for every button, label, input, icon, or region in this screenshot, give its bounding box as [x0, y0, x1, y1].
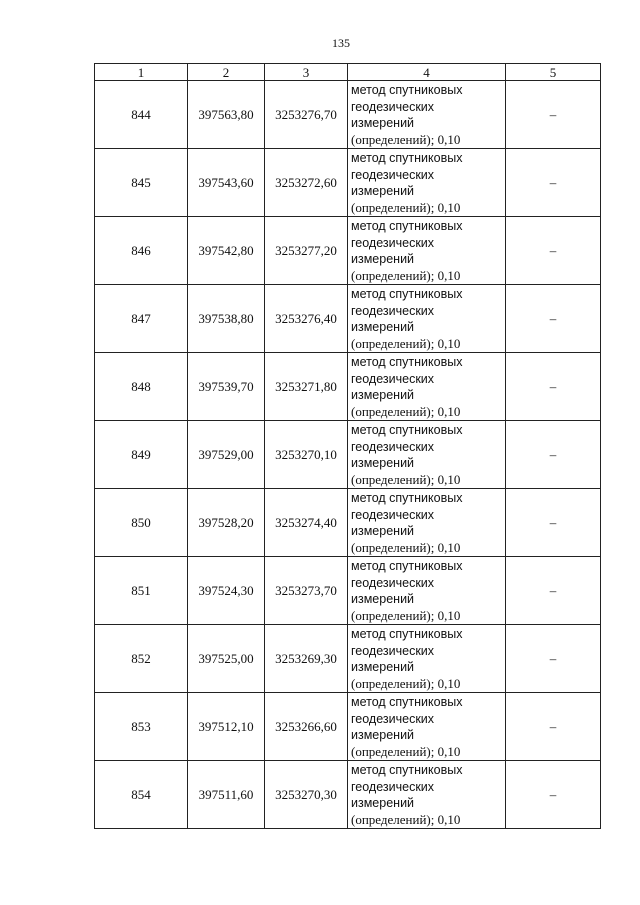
method-line: измерений — [351, 796, 415, 810]
y-coordinate-cell: 3253270,10 — [265, 421, 348, 489]
method-line: метод спутниковых — [351, 559, 463, 573]
x-coordinate-cell: 397524,30 — [188, 557, 265, 625]
table-row — [95, 285, 601, 353]
method-line: метод спутниковых — [351, 423, 463, 437]
y-coordinate-cell: 3253276,40 — [265, 285, 348, 353]
table-row — [95, 81, 601, 149]
point-number-cell: 847 — [95, 285, 188, 353]
method-cell — [348, 693, 506, 761]
method-cell — [348, 285, 506, 353]
y-coordinate-cell: 3253272,60 — [265, 149, 348, 217]
table-row — [95, 693, 601, 761]
method-line: измерений — [351, 660, 415, 674]
method-line: метод спутниковых — [351, 219, 463, 233]
method-cell — [348, 81, 506, 149]
note-cell: – — [506, 761, 601, 829]
point-number-cell: 852 — [95, 625, 188, 693]
method-line: метод спутниковых — [351, 627, 463, 641]
table-row — [95, 625, 601, 693]
header-col-2: 2 — [188, 64, 265, 81]
page-number: 135 — [332, 36, 350, 50]
table-row — [95, 353, 601, 421]
method-line: (определений); 0,10 — [351, 403, 461, 419]
x-coordinate-cell: 397563,80 — [188, 81, 265, 149]
method-line: геодезических — [351, 99, 435, 114]
method-line: измерений — [351, 320, 415, 334]
method-line: (определений); 0,10 — [351, 539, 461, 555]
note-cell: – — [506, 149, 601, 217]
method-cell — [348, 353, 506, 421]
table-row — [95, 149, 601, 217]
method-line: (определений); 0,10 — [351, 267, 461, 283]
note-cell: – — [506, 625, 601, 693]
method-line: (определений); 0,10 — [351, 675, 461, 691]
point-number-cell: 848 — [95, 353, 188, 421]
note-cell: – — [506, 421, 601, 489]
table-body — [95, 81, 601, 829]
x-coordinate-cell: 397538,80 — [188, 285, 265, 353]
y-coordinate-cell: 3253276,70 — [265, 81, 348, 149]
method-cell — [348, 489, 506, 557]
method-line: геодезических — [351, 371, 435, 386]
x-coordinate-cell: 397542,80 — [188, 217, 265, 285]
table-row — [95, 217, 601, 285]
method-line: (определений); 0,10 — [351, 811, 461, 827]
method-line: (определений); 0,10 — [351, 199, 461, 215]
method-line: измерений — [351, 592, 415, 606]
method-cell — [348, 557, 506, 625]
method-line: геодезических — [351, 575, 435, 590]
method-line: геодезических — [351, 643, 435, 658]
header-col-1: 1 — [95, 64, 188, 81]
note-cell: – — [506, 285, 601, 353]
method-line: измерений — [351, 728, 415, 742]
y-coordinate-cell: 3253274,40 — [265, 489, 348, 557]
method-line: геодезических — [351, 439, 435, 454]
method-cell — [348, 761, 506, 829]
method-line: измерений — [351, 116, 415, 130]
point-number-cell: 844 — [95, 81, 188, 149]
y-coordinate-cell: 3253269,30 — [265, 625, 348, 693]
x-coordinate-cell: 397529,00 — [188, 421, 265, 489]
table-row — [95, 557, 601, 625]
point-number-cell: 850 — [95, 489, 188, 557]
header-col-3: 3 — [265, 64, 348, 81]
method-line: измерений — [351, 456, 415, 470]
method-line: геодезических — [351, 779, 435, 794]
point-number-cell: 853 — [95, 693, 188, 761]
note-cell: – — [506, 81, 601, 149]
x-coordinate-cell: 397528,20 — [188, 489, 265, 557]
method-line: (определений); 0,10 — [351, 131, 461, 147]
method-line: (определений); 0,10 — [351, 743, 461, 759]
method-line: метод спутниковых — [351, 287, 463, 301]
note-cell: – — [506, 217, 601, 285]
table-row — [95, 761, 601, 829]
method-line: геодезических — [351, 507, 435, 522]
method-line: геодезических — [351, 235, 435, 250]
method-line: геодезических — [351, 711, 435, 726]
note-cell: – — [506, 489, 601, 557]
point-number-cell: 849 — [95, 421, 188, 489]
method-line: измерений — [351, 184, 415, 198]
x-coordinate-cell: 397511,60 — [188, 761, 265, 829]
method-cell — [348, 149, 506, 217]
point-number-cell: 846 — [95, 217, 188, 285]
note-cell: – — [506, 693, 601, 761]
y-coordinate-cell: 3253270,30 — [265, 761, 348, 829]
coordinates-table — [94, 63, 601, 829]
method-line: измерений — [351, 388, 415, 402]
point-number-cell: 851 — [95, 557, 188, 625]
header-col-4: 4 — [348, 64, 506, 81]
method-line: геодезических — [351, 167, 435, 182]
x-coordinate-cell: 397543,60 — [188, 149, 265, 217]
method-line: измерений — [351, 524, 415, 538]
point-number-cell: 854 — [95, 761, 188, 829]
y-coordinate-cell: 3253273,70 — [265, 557, 348, 625]
x-coordinate-cell: 397512,10 — [188, 693, 265, 761]
note-cell: – — [506, 353, 601, 421]
method-line: (определений); 0,10 — [351, 607, 461, 623]
method-line: (определений); 0,10 — [351, 335, 461, 351]
note-cell: – — [506, 557, 601, 625]
method-line: измерений — [351, 252, 415, 266]
method-line: метод спутниковых — [351, 491, 463, 505]
method-line: геодезических — [351, 303, 435, 318]
method-line: метод спутниковых — [351, 695, 463, 709]
x-coordinate-cell: 397539,70 — [188, 353, 265, 421]
y-coordinate-cell: 3253266,60 — [265, 693, 348, 761]
x-coordinate-cell: 397525,00 — [188, 625, 265, 693]
y-coordinate-cell: 3253277,20 — [265, 217, 348, 285]
point-number-cell: 845 — [95, 149, 188, 217]
table-row — [95, 489, 601, 557]
method-line: (определений); 0,10 — [351, 471, 461, 487]
y-coordinate-cell: 3253271,80 — [265, 353, 348, 421]
method-line: метод спутниковых — [351, 763, 463, 777]
method-cell — [348, 421, 506, 489]
method-line: метод спутниковых — [351, 355, 463, 369]
method-cell — [348, 217, 506, 285]
table-row — [95, 421, 601, 489]
method-line: метод спутниковых — [351, 151, 463, 165]
method-cell — [348, 625, 506, 693]
method-line: метод спутниковых — [351, 83, 463, 97]
header-row — [95, 64, 601, 81]
header-col-5: 5 — [506, 64, 601, 81]
